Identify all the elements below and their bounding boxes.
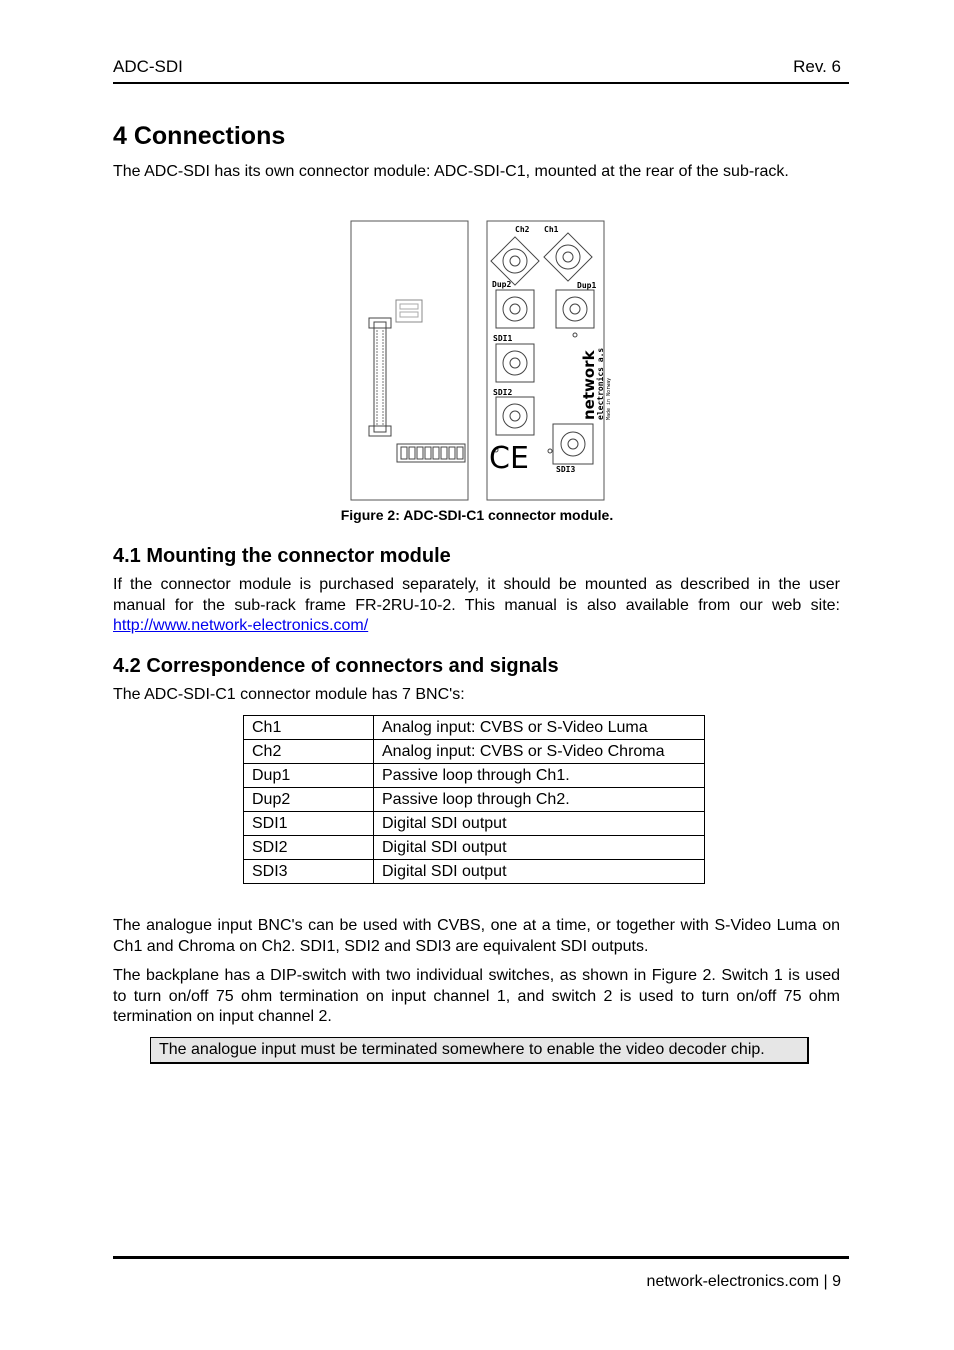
mounting-text: If the connector module is purchased separately, it should be mounted as described in the user manual for the sub-rack frame FR-2RU-10-2. This manual is also available from our web site: [113,576,840,614]
signal-cell: Digital SDI output [374,860,705,884]
table-row [244,860,705,884]
analogue-paragraph: The analogue input BNC's can be used with CVBS, one at a time, or together with S-Video Luma on Ch1 and Chroma on Ch2. SDI1, SDI2 and SDI3 are equivalent SDI outputs. [113,917,840,955]
signal-cell: Analog input: CVBS or S-Video Chroma [374,740,705,764]
signal-cell: Analog input: CVBS or S-Video Luma [374,716,705,740]
backplane-panel [351,221,468,500]
svg-text:electronics a.s: electronics a.s [596,347,605,420]
label-ch1: Ch1 [544,225,559,234]
footer-divider [113,1256,849,1259]
connectors-intro: The ADC-SDI-C1 connector module has 7 BNC's: [113,686,465,703]
bnc-table [243,715,705,884]
label-dup1: Dup1 [577,281,597,290]
header-title: ADC-SDI [113,57,183,76]
header-divider [113,82,849,84]
brand-logo [580,348,612,420]
figure-caption: Figure 2: ADC-SDI-C1 connector module. [340,507,614,523]
ce-mark: CE [489,441,529,476]
signal-cell: Digital SDI output [374,836,705,860]
connector-module-figure [350,220,612,502]
table-row [244,716,705,740]
backplane-paragraph: The backplane has a DIP-switch with two individual switches, as shown in Figure 2. Switch 1 is used to turn on/off 75 ohm termination on input channel 1, and switch 2 is used to turn on/off 75 ohm termination on input channel 2. [113,967,840,1025]
footer-text: network-electronics.com | 9 [646,1273,841,1290]
svg-text:network: network [580,350,598,420]
table-row [244,788,705,812]
header-revision: Rev. 6 [793,57,841,76]
signal-cell: Passive loop through Ch2. [374,788,705,812]
section-title: 4 Connections [113,122,286,150]
subsection-title-mounting: 4.1 Mounting the connector module [113,545,451,567]
connector-cell: Ch1 [244,716,374,740]
label-ch2: Ch2 [515,225,530,234]
table-row [244,764,705,788]
website-link[interactable]: http://www.network-electronics.com/ [113,617,369,634]
connector-cell: SDI3 [244,860,374,884]
subsection-title-connectors: 4.2 Correspondence of connectors and signals [113,655,559,677]
row-connector [397,444,465,462]
connector-cell: SDI2 [244,836,374,860]
table-row [244,836,705,860]
connector-cell: Dup1 [244,764,374,788]
label-sdi2: SDI2 [493,388,513,397]
signal-cell: Passive loop through Ch1. [374,764,705,788]
connector-cell: SDI1 [244,812,374,836]
note-box: The analogue input must be terminated somewhere to enable the video decoder chip. [150,1037,809,1064]
connector-cell: Ch2 [244,740,374,764]
label-sdi3: SDI3 [556,465,576,474]
connector-cell: Dup2 [244,788,374,812]
label-sdi1: SDI1 [493,334,513,343]
section-intro: The ADC-SDI has its own connector module: ADC-SDI-C1, mounted at the rear of the sub-rack. [113,163,789,180]
svg-text:Made in Norway: Made in Norway [606,377,612,420]
signal-cell: Digital SDI output [374,812,705,836]
label-dup2: Dup2 [492,280,512,289]
table-row [244,740,705,764]
mounting-paragraph [113,575,840,637]
table-row [244,812,705,836]
